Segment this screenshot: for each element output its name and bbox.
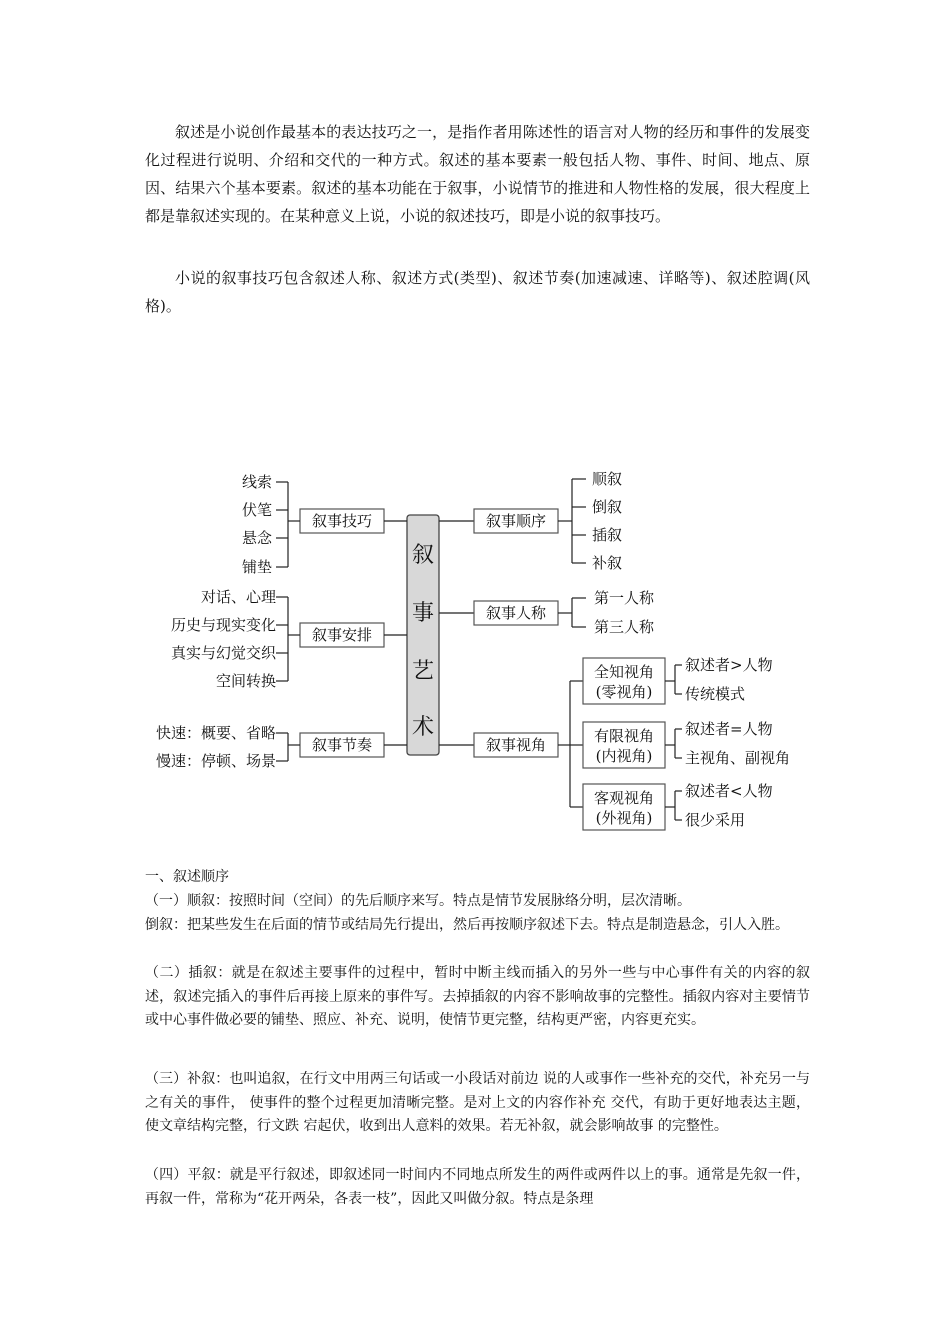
leaf-groundwork: 铺垫 — [241, 558, 272, 576]
section-heading: 一、叙述顺序 — [145, 869, 229, 885]
leaf-first-person: 第一人称 — [594, 589, 655, 607]
section-line-4: （三）补叙：也叫追叙，在行文中用两三句话或一小段话对前边 说的人或事作一些补充的交代，补充另一与之有关的事件， 使事件的整个过程更加清晰完整。是对上文的内容作补充 交代，有助于更好地表达主题，使文章结构完整，行文跌 宕起伏，收到出人意料的效果。若无补叙，就会影响故事 的完整性。 — [145, 1071, 810, 1134]
left-group-rhythm — [156, 724, 407, 770]
node-objective-line1: 客观视角 — [593, 789, 655, 807]
leaf-third-person: 第三人称 — [594, 618, 655, 636]
leaf-supplement: 补叙 — [592, 554, 623, 572]
leaf-limited-2: 主视角、副视角 — [685, 749, 791, 767]
leaf-chronological: 顺叙 — [592, 470, 623, 488]
center-char-4: 术 — [411, 715, 435, 740]
node-technique-label: 叙事技巧 — [311, 512, 373, 530]
section-line-5: （四）平叙：就是平行叙述，即叙述同一时间内不同地点所发生的两件或两件以上的事。通常是先叙一件，再叙一件，常称为“花开两朵，各表一枝”，因此又叫做分叙。特点是条理 — [145, 1167, 810, 1207]
node-rhythm-label: 叙事节奏 — [311, 736, 373, 754]
leaf-limited-1: 叙述者=人物 — [685, 720, 773, 738]
leaf-foreshadow: 伏笔 — [241, 501, 272, 519]
intro-paragraph-1: 叙述是小说创作最基本的表达技巧之一，是指作者用陈述性的语言对人物的经历和事件的发展变化过程进行说明、介绍和交代的一种方式。叙述的基本要素一般包括人物、事件、时间、地点、原因、结果六个基本要素。叙述的基本功能在于叙事，小说情节的推进和人物性格的发展，很大程度上都是靠叙述实现的。在某种意义上说，小说的叙述技巧，即是小说的叙事技巧。 — [145, 123, 810, 225]
center-char-2: 事 — [411, 601, 435, 626]
leaf-space-shift: 空间转换 — [215, 672, 276, 690]
leaf-real-illusion: 真实与幻觉交织 — [170, 644, 276, 662]
node-omniscient-line1: 全知视角 — [593, 663, 655, 681]
right-group-order — [439, 470, 622, 572]
leaf-flashback: 倒叙 — [592, 498, 623, 516]
section-line-2: 倒叙：把某些发生在后面的情节或结局先行提出，然后再按顺序叙述下去。特点是制造悬念，引人入胜。 — [145, 917, 789, 933]
node-arrangement-label: 叙事安排 — [311, 626, 373, 644]
node-objective-line2: (外视角) — [595, 809, 653, 827]
node-limited-line2: (内视角) — [595, 747, 653, 765]
narrative-art-mind-map — [140, 460, 820, 840]
right-group-perspective — [439, 656, 790, 830]
leaf-clue: 线索 — [241, 473, 272, 491]
leaf-dialogue-mind: 对话、心理 — [200, 588, 276, 606]
node-person-label: 叙事人称 — [485, 604, 547, 622]
leaf-objective-2: 很少采用 — [685, 811, 746, 829]
section-line-1: （一）顺叙：按照时间（空间）的先后顺序来写。特点是情节发展脉络分明，层次清晰。 — [145, 893, 691, 909]
leaf-omniscient-2: 传统模式 — [685, 685, 746, 703]
node-omniscient-line2: (零视角) — [595, 683, 653, 701]
right-group-person — [439, 589, 655, 636]
leaf-interpolation: 插叙 — [592, 526, 623, 544]
left-group-arrangement — [171, 588, 407, 690]
leaf-suspense: 悬念 — [241, 529, 272, 547]
node-order-label: 叙事顺序 — [485, 512, 547, 530]
node-limited-line1: 有限视角 — [593, 727, 655, 745]
leaf-objective-1: 叙述者<人物 — [685, 782, 773, 800]
left-group-technique — [242, 473, 407, 576]
node-perspective-label: 叙事视角 — [485, 736, 547, 754]
leaf-history-reality: 历史与现实变化 — [170, 616, 276, 634]
leaf-slow: 慢速：停顿、场景 — [155, 752, 276, 770]
center-char-1: 叙 — [411, 543, 435, 568]
leaf-omniscient-1: 叙述者>人物 — [685, 656, 773, 674]
intro-paragraph-2: 小说的叙事技巧包含叙述人称、叙述方式(类型)、叙述节奏(加速减速、详略等)、叙述腔调(风格)。 — [145, 269, 810, 315]
section-line-3: （二）插叙：就是在叙述主要事件的过程中，暂时中断主线而插入的另外一些与中心事件有关的内容的叙述，叙述完插入的事件后再接上原来的事件写。去掉插叙的内容不影响故事的完整性。插叙内容对主要情节或中心事件做必要的铺垫、照应、补充、说明，使情节更完整，结构更严密，内容更充实。 — [145, 965, 810, 1028]
leaf-fast: 快速：概要、省略 — [155, 724, 276, 742]
center-char-3: 艺 — [411, 659, 435, 684]
